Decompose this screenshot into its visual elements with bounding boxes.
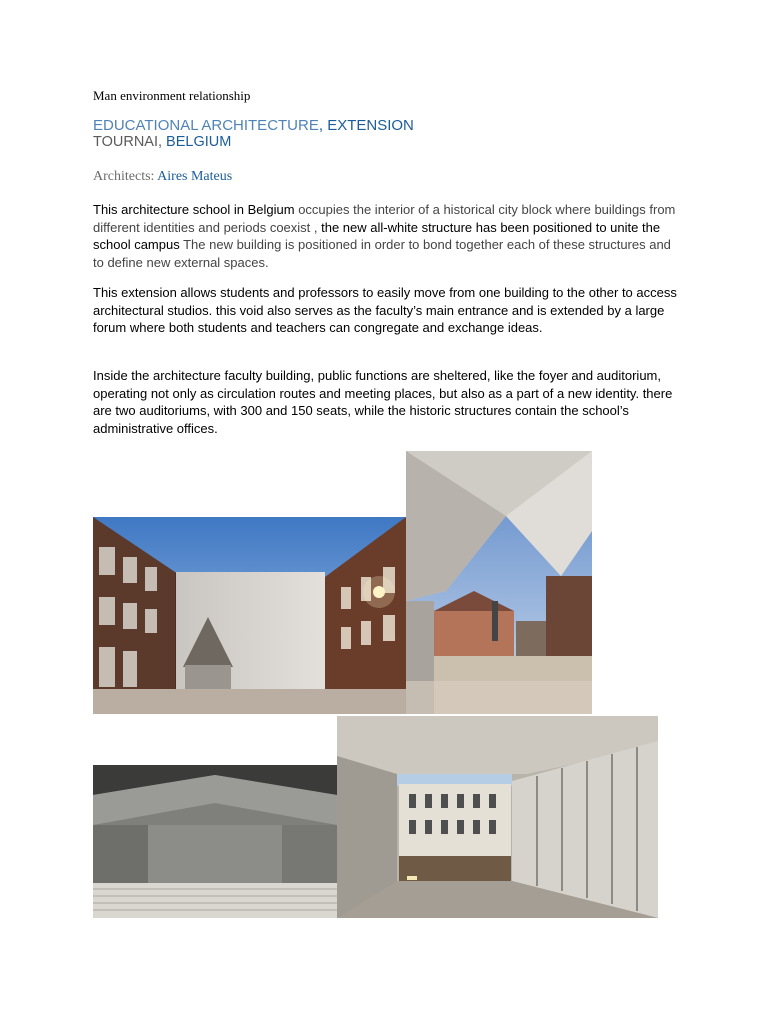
paragraph-1-c: the new all-white structure has been positioned to unite the school campus bbox=[93, 219, 661, 252]
headline bbox=[93, 117, 414, 151]
document-title: Man environment relationship bbox=[93, 88, 251, 103]
architects-name: Aires Mateus bbox=[157, 169, 233, 184]
photo-exterior-plaza bbox=[93, 517, 406, 714]
photo-triangular-opening bbox=[406, 451, 592, 714]
headline-project: EXTENSION bbox=[327, 117, 414, 134]
architects-label: Architects: bbox=[93, 169, 158, 184]
paragraph-2: This extension allows students and professors to easily move from one building to the other to access architectural studios. this void also serves as the faculty’s main entrance and is extended by a large forum where both students and teachers can congregate and exchange ideas. bbox=[93, 285, 677, 335]
headline-separator: , bbox=[318, 117, 328, 134]
paragraph-3: Inside the architecture faculty building, public functions are sheltered, like the foyer and auditorium, operating not only as circulation routes and meeting places, but also as a part of a new identity. there are two auditoriums, with 300 and 150 seats, while the historic structures contain the school’s administrative offices. bbox=[93, 368, 673, 436]
headline-category: EDUCATIONAL ARCHITECTURE bbox=[93, 117, 319, 134]
photo-covered-forum bbox=[337, 716, 658, 918]
paragraph-1-d: The new building is positioned in order to bond together each of these structures and to define new external spaces. bbox=[93, 237, 671, 270]
paragraph-1-b: occupies the interior of a historical city block where buildings from different identities and periods coexist , bbox=[93, 202, 676, 235]
architects-line bbox=[93, 169, 232, 185]
headline-country: BELGIUM bbox=[166, 134, 232, 150]
paragraph-1 bbox=[93, 201, 683, 271]
headline-row-2 bbox=[93, 134, 414, 151]
paragraph-1-a: This architecture school in Belgium bbox=[93, 202, 299, 217]
headline-row-1 bbox=[93, 117, 414, 134]
headline-city: TOURNAI, bbox=[93, 134, 167, 150]
photo-auditorium bbox=[93, 765, 337, 918]
